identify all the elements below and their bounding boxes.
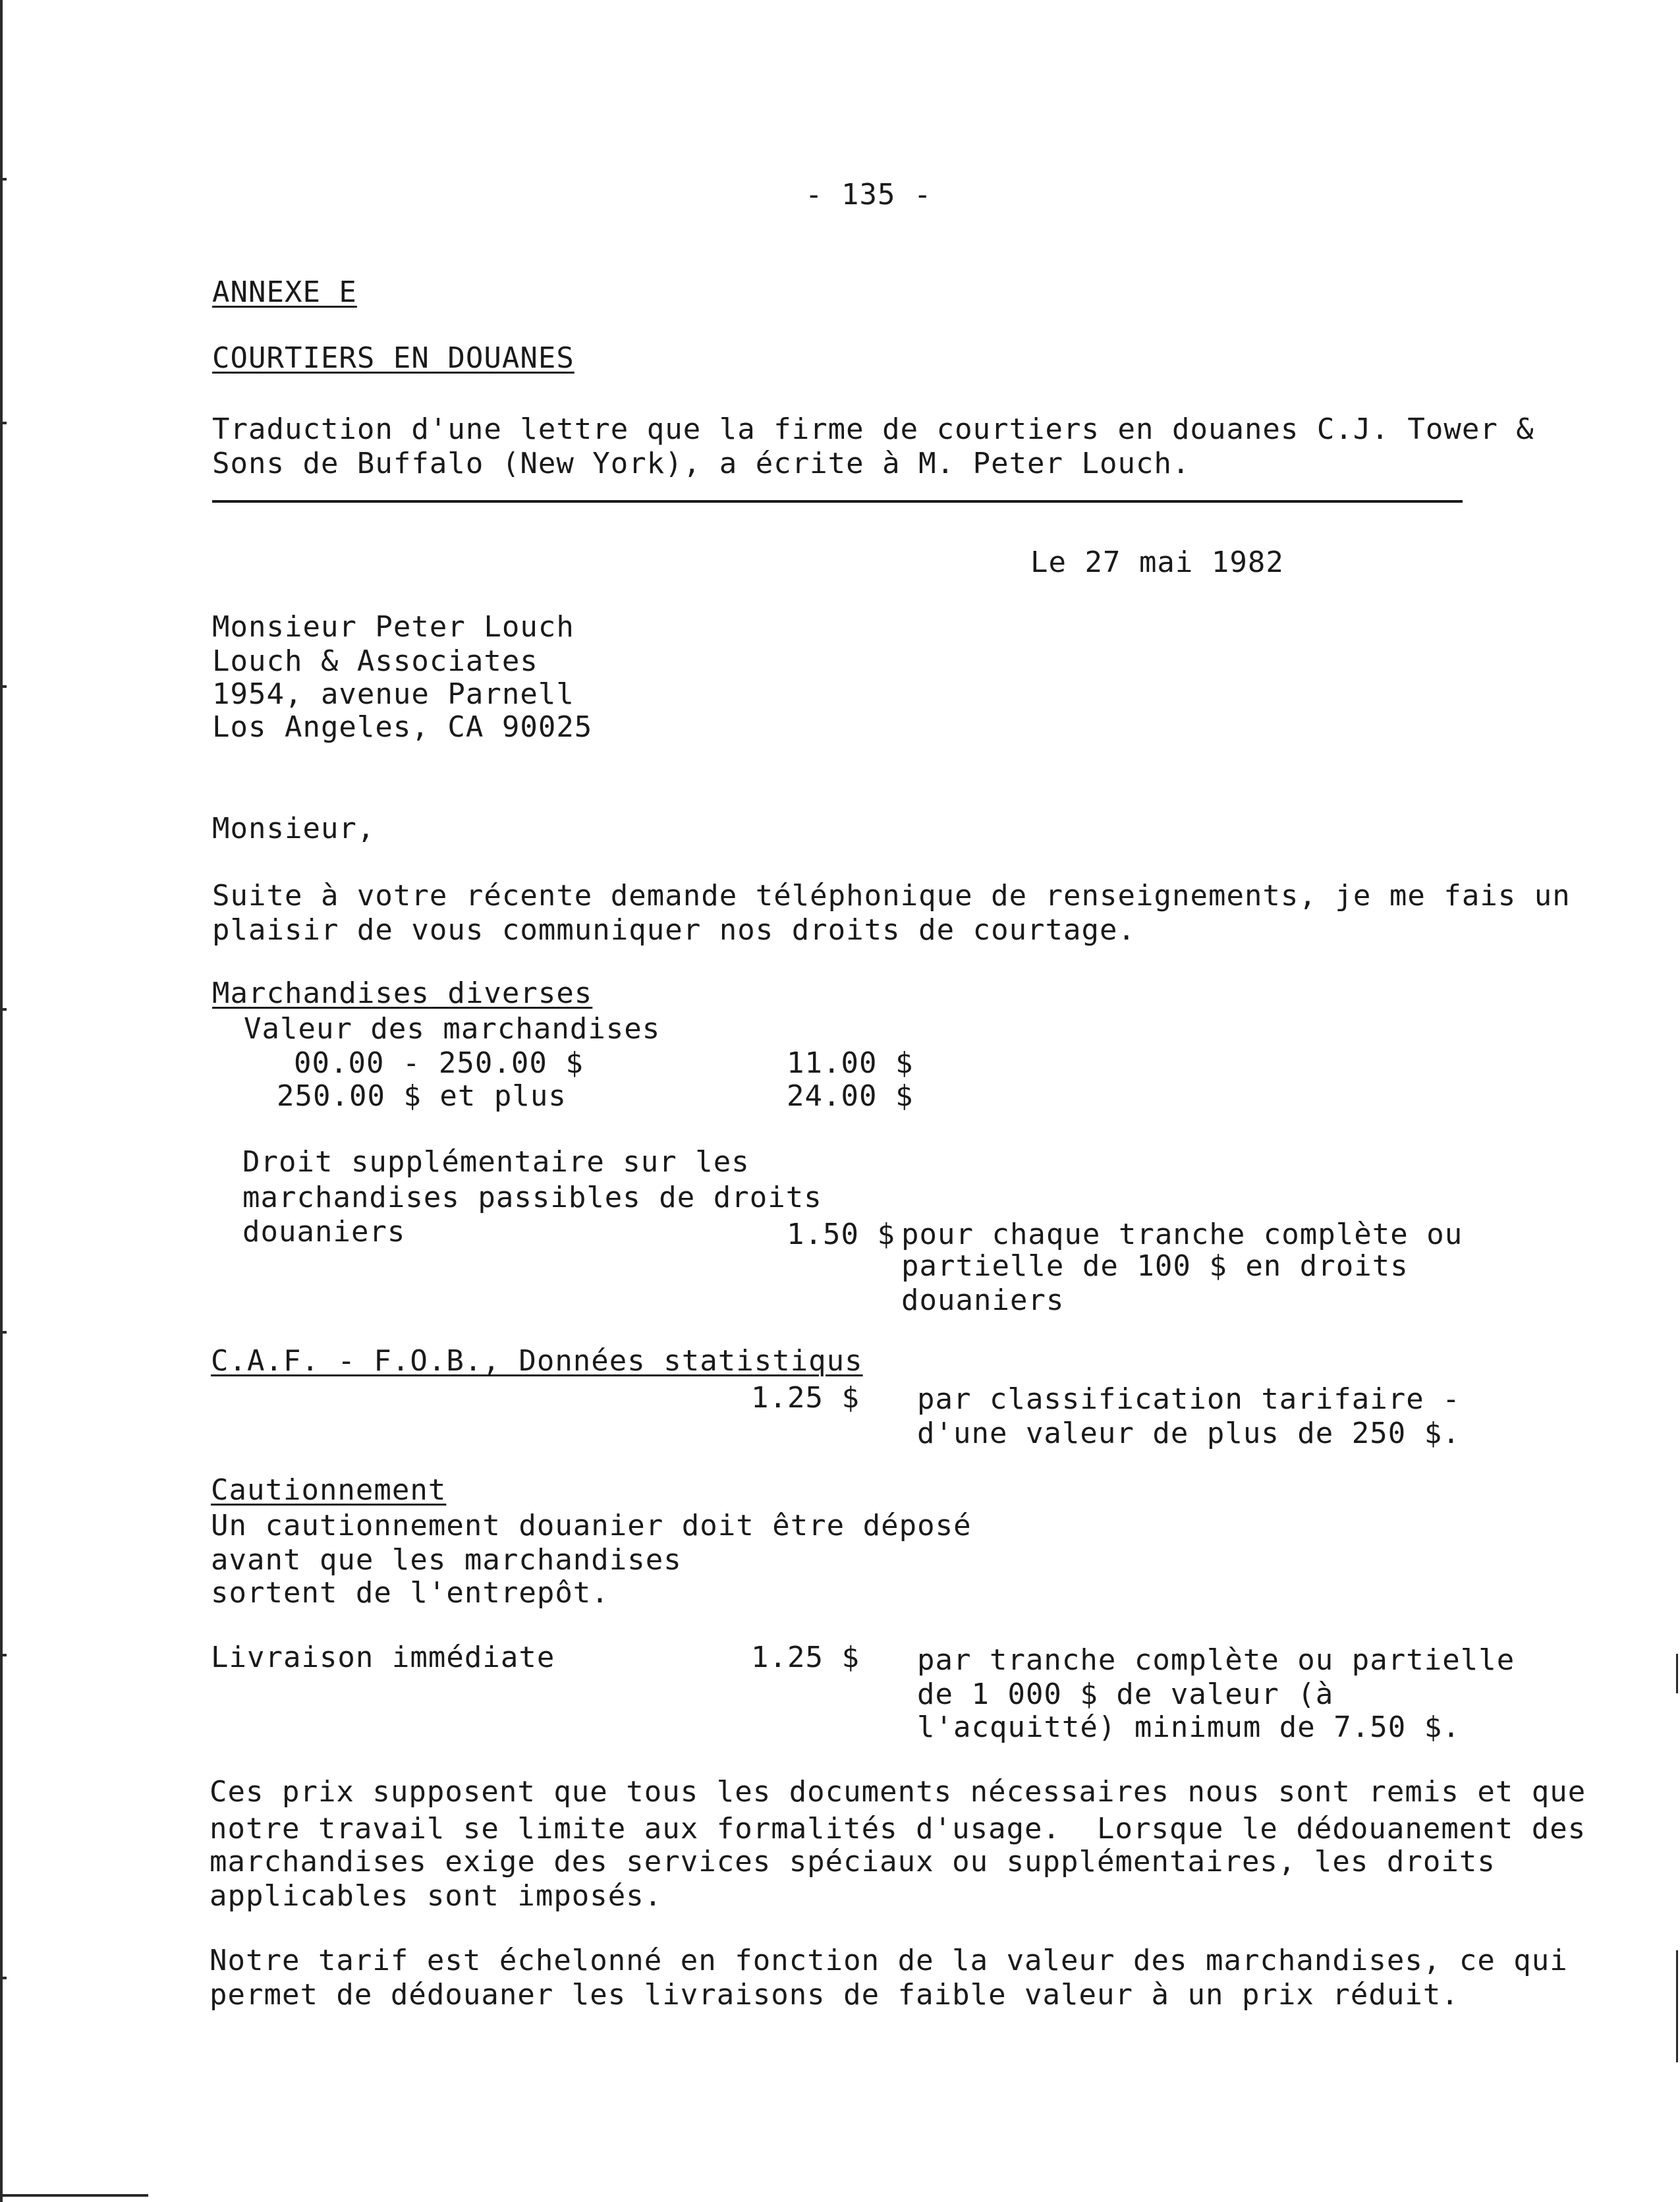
closing-paragraph-line: permet de dédouaner les livraisons de faible valeur à un prix réduit. (210, 1978, 1459, 2012)
supplement-note: partielle de 100 $ en droits (901, 1249, 1409, 1283)
delivery-note: par tranche complète ou partielle (917, 1643, 1515, 1677)
supplement-label: Droit supplémentaire sur les (242, 1145, 750, 1179)
address-line: 1954, avenue Parnell (212, 677, 574, 711)
edge-tick (0, 1654, 7, 1656)
edge-tick (0, 178, 7, 181)
opening-line: Suite à votre récente demande téléphonique de renseignements, je me fais un (212, 879, 1571, 913)
value-range-price: 24.00 $ (787, 1079, 914, 1113)
caf-heading: C.A.F. - F.O.B., Données statistiqus (211, 1344, 863, 1378)
misc-goods-heading: Marchandises diverses (212, 976, 593, 1010)
delivery-label: Livraison immédiate (211, 1641, 555, 1674)
closing-paragraph-line: applicables sont imposés. (210, 1879, 663, 1913)
value-range-label: 00.00 - 250.00 $ (294, 1046, 584, 1080)
delivery-note: l'acquitté) minimum de 7.50 $. (917, 1710, 1461, 1744)
intro-line: Traduction d'une lettre que la firme de courtiers en douanes C.J. Tower & (212, 412, 1534, 446)
edge-tick (0, 1331, 7, 1334)
letter-date: Le 27 mai 1982 (1030, 546, 1284, 579)
caf-price: 1.25 $ (751, 1381, 860, 1415)
supplement-label: douaniers (242, 1215, 406, 1249)
annex-title: ANNEXE E (212, 275, 357, 309)
section-title: COURTIERS EN DOUANES (212, 341, 574, 375)
edge-tick (0, 422, 7, 424)
right-edge-mark (1676, 1950, 1678, 2062)
address-line: Louch & Associates (212, 644, 538, 678)
bond-line: sortent de l'entrepôt. (211, 1576, 609, 1610)
left-edge-line (0, 0, 3, 2202)
bond-line: avant que les marchandises (211, 1543, 682, 1577)
bond-line: Un cautionnement douanier doit être déposé (211, 1509, 972, 1542)
value-range-price: 11.00 $ (787, 1046, 914, 1080)
page-number: - 135 - (805, 178, 932, 212)
edge-tick (0, 1977, 7, 1979)
closing-paragraph-line: Notre tarif est échelonné en fonction de la valeur des marchandises, ce qui (210, 1944, 1568, 1977)
closing-paragraph-line: Ces prix supposent que tous les documents nécessaires nous sont remis et que (210, 1775, 1586, 1809)
address-line: Monsieur Peter Louch (212, 610, 574, 644)
value-range-label: 250.00 $ et plus (277, 1079, 567, 1113)
supplement-note: douaniers (901, 1284, 1065, 1317)
caf-note: d'une valeur de plus de 250 $. (917, 1417, 1461, 1450)
intro-line: Sons de Buffalo (New York), a écrite à M. Peter Louch. (212, 447, 1190, 480)
supplement-label: marchandises passibles de droits (242, 1181, 822, 1214)
bond-heading: Cautionnement (211, 1473, 447, 1507)
caf-note: par classification tarifaire - (917, 1382, 1461, 1416)
right-edge-mark (1676, 1654, 1678, 1693)
supplement-note: pour chaque tranche complète ou (901, 1218, 1463, 1251)
delivery-price: 1.25 $ (751, 1641, 860, 1674)
supplement-price: 1.50 $ (787, 1218, 895, 1251)
bottom-edge-mark (0, 2194, 148, 2197)
divider-rule (212, 500, 1463, 503)
misc-goods-subheading: Valeur des marchandises (244, 1012, 661, 1046)
edge-tick (0, 685, 7, 688)
closing-paragraph-line: notre travail se limite aux formalités d'usage. Lorsque le dédouanement des (210, 1812, 1586, 1846)
delivery-note: de 1 000 $ de valeur (à (917, 1678, 1334, 1711)
opening-line: plaisir de vous communiquer nos droits de courtage. (212, 913, 1136, 947)
edge-tick (0, 1008, 7, 1011)
salutation: Monsieur, (212, 812, 376, 845)
address-line: Los Angeles, CA 90025 (212, 710, 593, 744)
closing-paragraph-line: marchandises exige des services spéciaux ou supplémentaires, les droits (210, 1845, 1496, 1878)
